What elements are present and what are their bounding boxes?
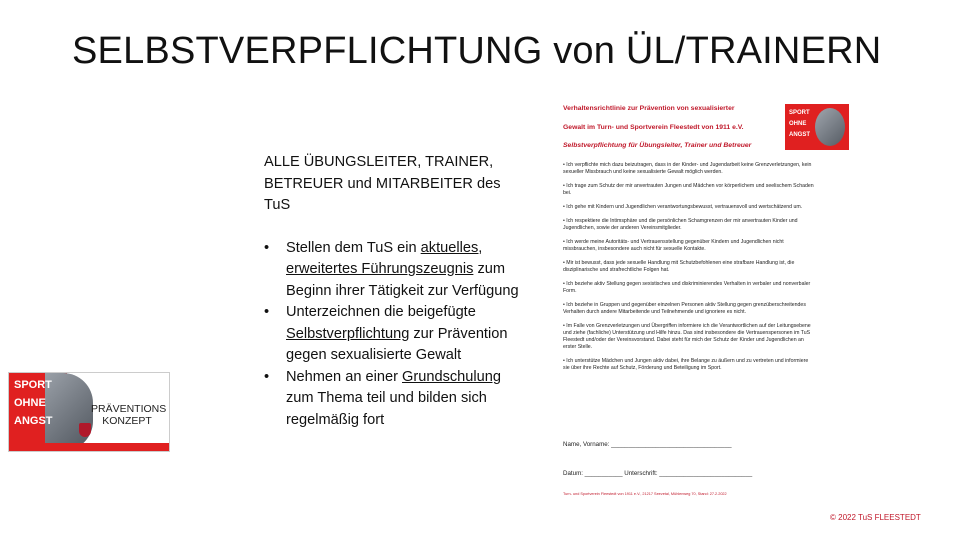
doc-footer: Turn- und Sportverein Fleestedt von 1911 e.V., 21217 Seevetal, Mühlenweg 70, Stand: 27.2.2022 [563,492,727,496]
document-thumbnail [561,98,859,514]
underlined-term: aktuelles, erweitertes Führungszeugnis [286,239,483,277]
doc-logo: SPORT OHNE ANGST [785,104,849,150]
doc-item: • Ich beziehe aktiv Stellung gegen sexistisches und diskriminierendes Verhalten in verbaler und nonverbaler Form. [563,281,811,294]
doc-item: • Ich trage zum Schutz der mir anvertrauten Jungen und Mädchen vor körperlichem und seelischem Schaden bei. [563,183,814,196]
doc-item: • Ich beziehe in Gruppen und gegenüber einzelnen Personen aktiv Stellung gegen grenzüberschreitendes Verhalten durch andere Mitarbeitende und Teilnehmende und ignoriere es nicht. [563,302,806,315]
bullet-item: • Unterzeichnen die beigefügte Selbstverpflichtung zur Prävention gegen sexualisierte Gewalt [264,302,529,367]
doc-item: • Ich respektiere die Intimsphäre und die persönlichen Schamgrenzen der mir anvertrauten Kinder und Jugendlichen, sowie der anderen Vereinsmitglieder. [563,218,798,231]
praeventionskonzept-label: PRÄVENTIONS KONZEPT [91,403,167,427]
underlined-term: Grundschulung [402,368,501,385]
intro-text: ALLE ÜBUNGSLEITER, TRAINER, BETREUER und MITARBEITER des TuS [264,154,501,213]
doc-item: • Ich werde meine Autoritäts- und Vertrauensstellung gegenüber Kindern und Jugendlichen nicht missbrauchen, insbesondere auch nicht für sexuelle Kontakte. [563,239,784,252]
doc-items [563,162,815,379]
club-crest-icon [79,423,91,437]
bullet-list [264,238,529,432]
name-signature-line: Name, Vorname: ___________________________________ [563,441,732,448]
bullet-item: • Stellen dem TuS ein aktuelles, erweitertes Führungszeugnis zum Beginn ihrer Tätigkeit zur Verfügung [264,238,529,303]
sport-ohne-angst-logo: SPORT OHNE ANGST PRÄVENTIONS KONZEPT [8,372,170,452]
doc-header: Verhaltensrichtlinie zur Prävention von sexualisierter [563,105,735,112]
slide-body [264,152,529,431]
date-signature-line: Datum: ___________ Unterschrift: ___________________________ [563,470,753,477]
doc-item: • Ich unterstütze Mädchen und Jungen aktiv dabei, ihre Belange zu äußern und zu vertreten und informiere sie über ihre Rechte auf Schutz, Förderung und Beteiligung im Sport. [563,358,809,371]
slide-title: SELBSTVERPFLICHTUNG von ÜL/TRAINERN [72,30,882,72]
bullet-item: • Nehmen an einer Grundschulung zum Thema teil und bilden sich regelmäßig fort [264,367,529,432]
doc-item: • Ich verpflichte mich dazu beizutragen, dass in der Kinder- und Jugendarbeit keine Grenzverletzungen, kein sexueller Missbrauch und keine sexualisierte Gewalt möglich werden. [563,162,812,175]
doc-item: • Im Falle von Grenzverletzungen und Übergriffen informiere ich die Verantwortlichen auf der Leitungsebene und ziehe (fachliche) Unterstützung und Hilfe hinzu. Das sind insbesondere die Vertrauenspersonen im TuS Fleestedt und/oder der Vereinsvorstand. Dabei steht für mich der Schutz der Kinder und Jugendlichen an erster Stelle. [563,323,811,350]
underlined-term: Selbstverpflichtung [286,325,410,342]
doc-header: Gewalt im Turn- und Sportverein Fleestedt von 1911 e.V. [563,124,744,131]
doc-item: • Mir ist bewusst, dass jede sexuelle Handlung mit Schutzbefohlenen eine strafbare Handlung ist, die disziplinarische und strafrechtliche Folgen hat. [563,260,795,273]
doc-subheader: Selbstverpflichtung für Übungsleiter, Trainer und Betreuer [563,142,752,149]
copyright: © 2022 TuS FLEESTEDT [830,513,921,522]
doc-item: • Ich gehe mit Kindern und Jugendlichen verantwortungsbewusst, vertrauensvoll und wertschätzend um. [563,204,803,210]
